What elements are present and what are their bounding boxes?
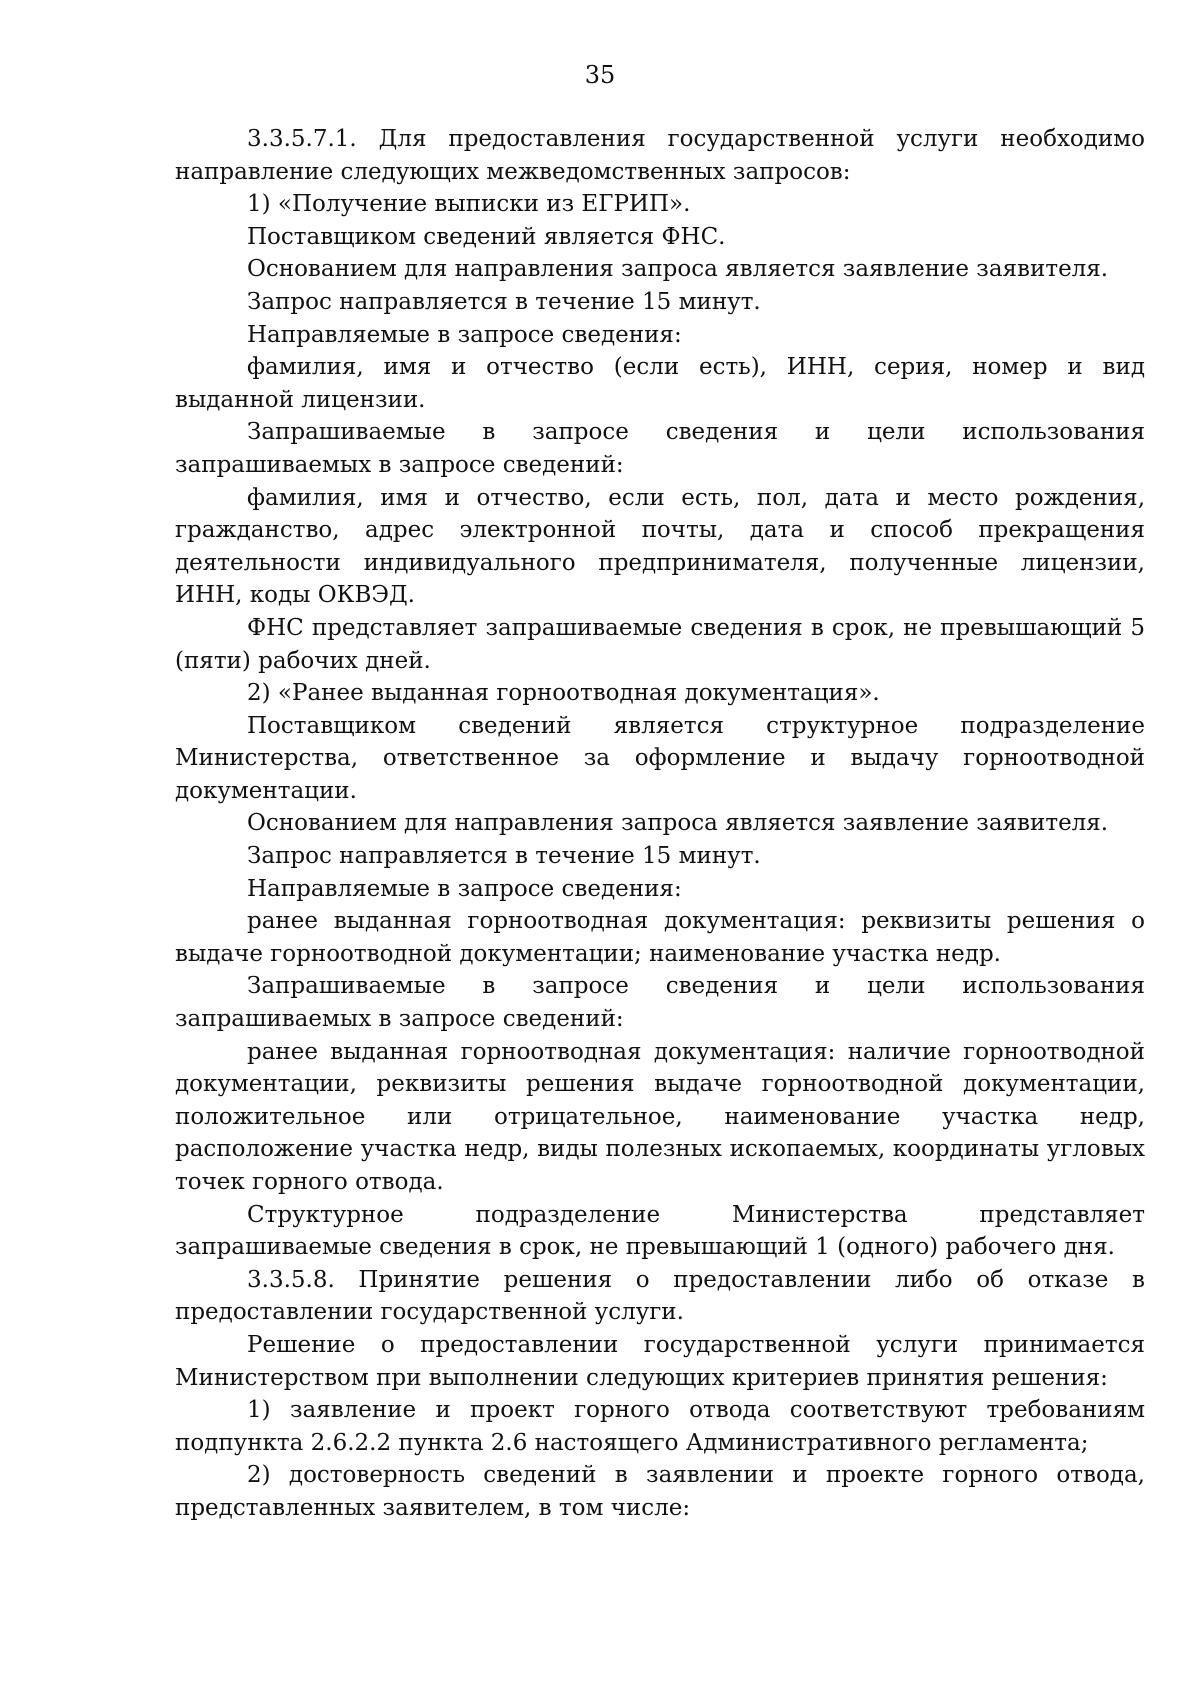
paragraph: Запрашиваемые в запросе сведения и цели использования запрашиваемых в запросе сведений: [175,973,1145,1033]
paragraph: ранее выданная горноотводная документация: наличие горноотводной документации, реквизиты решения выдаче горноотводной документации, положительное или отрицательное, наименование участка недр, расположение участка недр, виды полезных ископаемых, координаты угловых точек горного отвода. [175,1038,1145,1195]
paragraph: Решение о предоставлении государственной услуги принимается Министерством при выполнении следующих критериев принятия решения: [175,1331,1145,1391]
paragraph: ранее выданная горноотводная документация: реквизиты решения о выдаче горноотводной документации; наименование участка недр. [175,908,1145,967]
paragraph: 2) достоверность сведений в заявлении и проекте горного отвода, представленных заявителем, в том числе: [175,1462,1145,1521]
paragraph: Основанием для направления запроса является заявление заявителя. [247,810,1109,837]
paragraph: Поставщиком сведений является структурное подразделение Министерства, ответственное за оформление и выдачу горноотводной документации. [175,712,1145,804]
paragraph: 3.3.5.7.1. Для предоставления государственной услуги необходимо направление следующих межведомственных запросов: [175,126,1145,185]
paragraph: 2) «Ранее выданная горноотводная документация». [247,680,880,707]
paragraph: 3.3.5.8. Принятие решения о предоставлении либо об отказе в предоставлении государственной услуги. [175,1266,1145,1326]
paragraph: Поставщиком сведений является ФНС. [247,223,726,250]
paragraph: фамилия, имя и отчество (если есть), ИНН, серия, номер и вид выданной лицензии. [175,354,1145,413]
document-body [175,123,1145,1525]
paragraph: Структурное подразделение Министерства представляет запрашиваемые сведения в срок, не превышающий 1 (одного) рабочего дня. [175,1201,1145,1261]
paragraph: Направляемые в запросе сведения: [247,321,682,348]
paragraph: фамилия, имя и отчество, если есть, пол, дата и место рождения, гражданство, адрес электронной почты, дата и способ прекращения деятельности индивидуального предпринимателя, полученные лицензии, ИНН, коды ОКВЭД. [175,484,1145,609]
paragraph: ФНС представляет запрашиваемые сведения в срок, не превышающий 5 (пяти) рабочих дней. [175,614,1145,674]
paragraph: Направляемые в запросе сведения: [247,875,682,902]
paragraph: Запрашиваемые в запросе сведения и цели использования запрашиваемых в запросе сведений: [175,419,1145,478]
paragraph: 1) «Получение выписки из ЕГРИП». [247,191,691,218]
page-number: 35 [584,61,616,89]
paragraph: Запрос направляется в течение 15 минут. [247,288,761,315]
paragraph: 1) заявление и проект горного отвода соответствуют требованиям подпункта 2.6.2.2 пункта 2.6 настоящего Административного регламента; [175,1397,1145,1456]
paragraph: Основанием для направления запроса является заявление заявителя. [247,256,1109,283]
paragraph: Запрос направляется в течение 15 минут. [247,843,761,870]
